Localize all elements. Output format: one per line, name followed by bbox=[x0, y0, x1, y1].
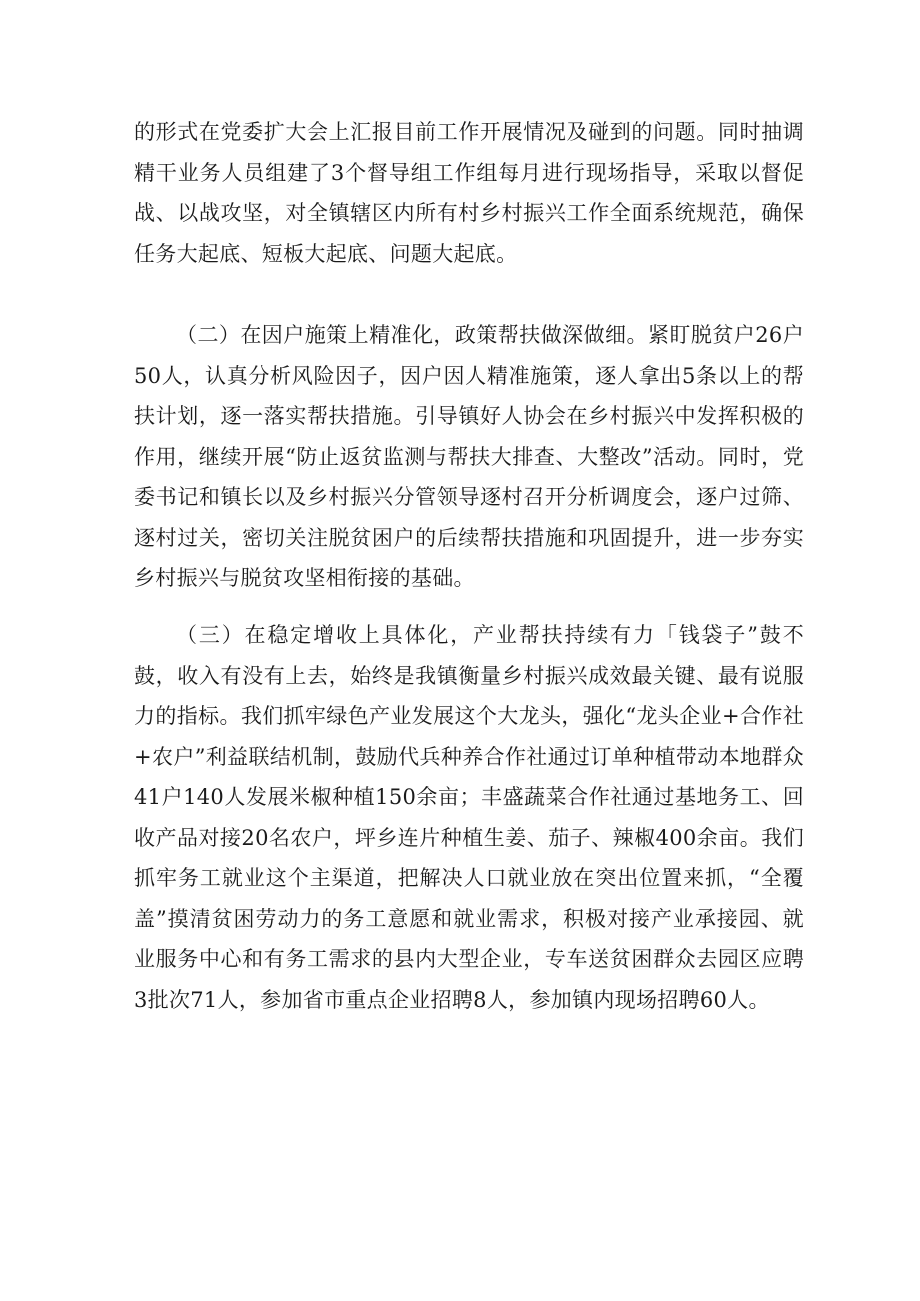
paragraph-2: （二）在因户施策上精准化，政策帮扶做深做细。紧盯脱贫户26户50人，认真分析风险因子，因户因人精准施策，逐人拿出5条以上的帮扶计划，逐一落实帮扶措施。引导镇好人协会在乡村振兴中发挥积极的作用，继续开展“防止返贫监测与帮扶大排查、大整改”活动。同时，党委书记和镇长以及乡村振兴分管领导逐村召开分析调度会，逐户过筛、逐村过关，密切关注脱贫困户的后续帮扶措施和巩固提升，进一步夯实乡村振兴与脱贫攻坚相衔接的基础。 bbox=[134, 323, 804, 590]
paragraph-section-3-block bbox=[134, 615, 804, 1020]
paragraph-continuation-block bbox=[134, 112, 804, 274]
paragraph-section-2-block bbox=[134, 315, 804, 599]
paragraph-3: （三）在稳定增收上具体化，产业帮扶持续有力「钱袋子”鼓不鼓，收入有没有上去，始终是我镇衡量乡村振兴成效最关键、最有说服力的指标。我们抓牢绿色产业发展这个大龙头，强化“龙头企业+合作社+农户”利益联结机制，鼓励代兵种养合作社通过订单种植带动本地群众41户140人发展米椒种植150余亩；丰盛蔬菜合作社通过基地务工、回收产品对接20名农户，坪乡连片种植生姜、茄子、辣椒400余亩。我们抓牢务工就业这个主渠道，把解决人口就业放在突出位置来抓，“全覆盖”摸清贫困劳动力的务工意愿和就业需求，积极对接产业承接园、就业服务中心和有务工需求的县内大型企业，专车送贫困群众去园区应聘3批次71人，参加省市重点企业招聘8人，参加镇内现场招聘60人。 bbox=[134, 623, 804, 1012]
paragraph-1: 的形式在党委扩大会上汇报目前工作开展情况及碰到的问题。同时抽调精干业务人员组建了3个督导组工作组每月进行现场指导，采取以督促战、以战攻坚，对全镇辖区内所有村乡村振兴工作全面系统规范，确保任务大起底、短板大起底、问题大起底。 bbox=[134, 120, 804, 266]
